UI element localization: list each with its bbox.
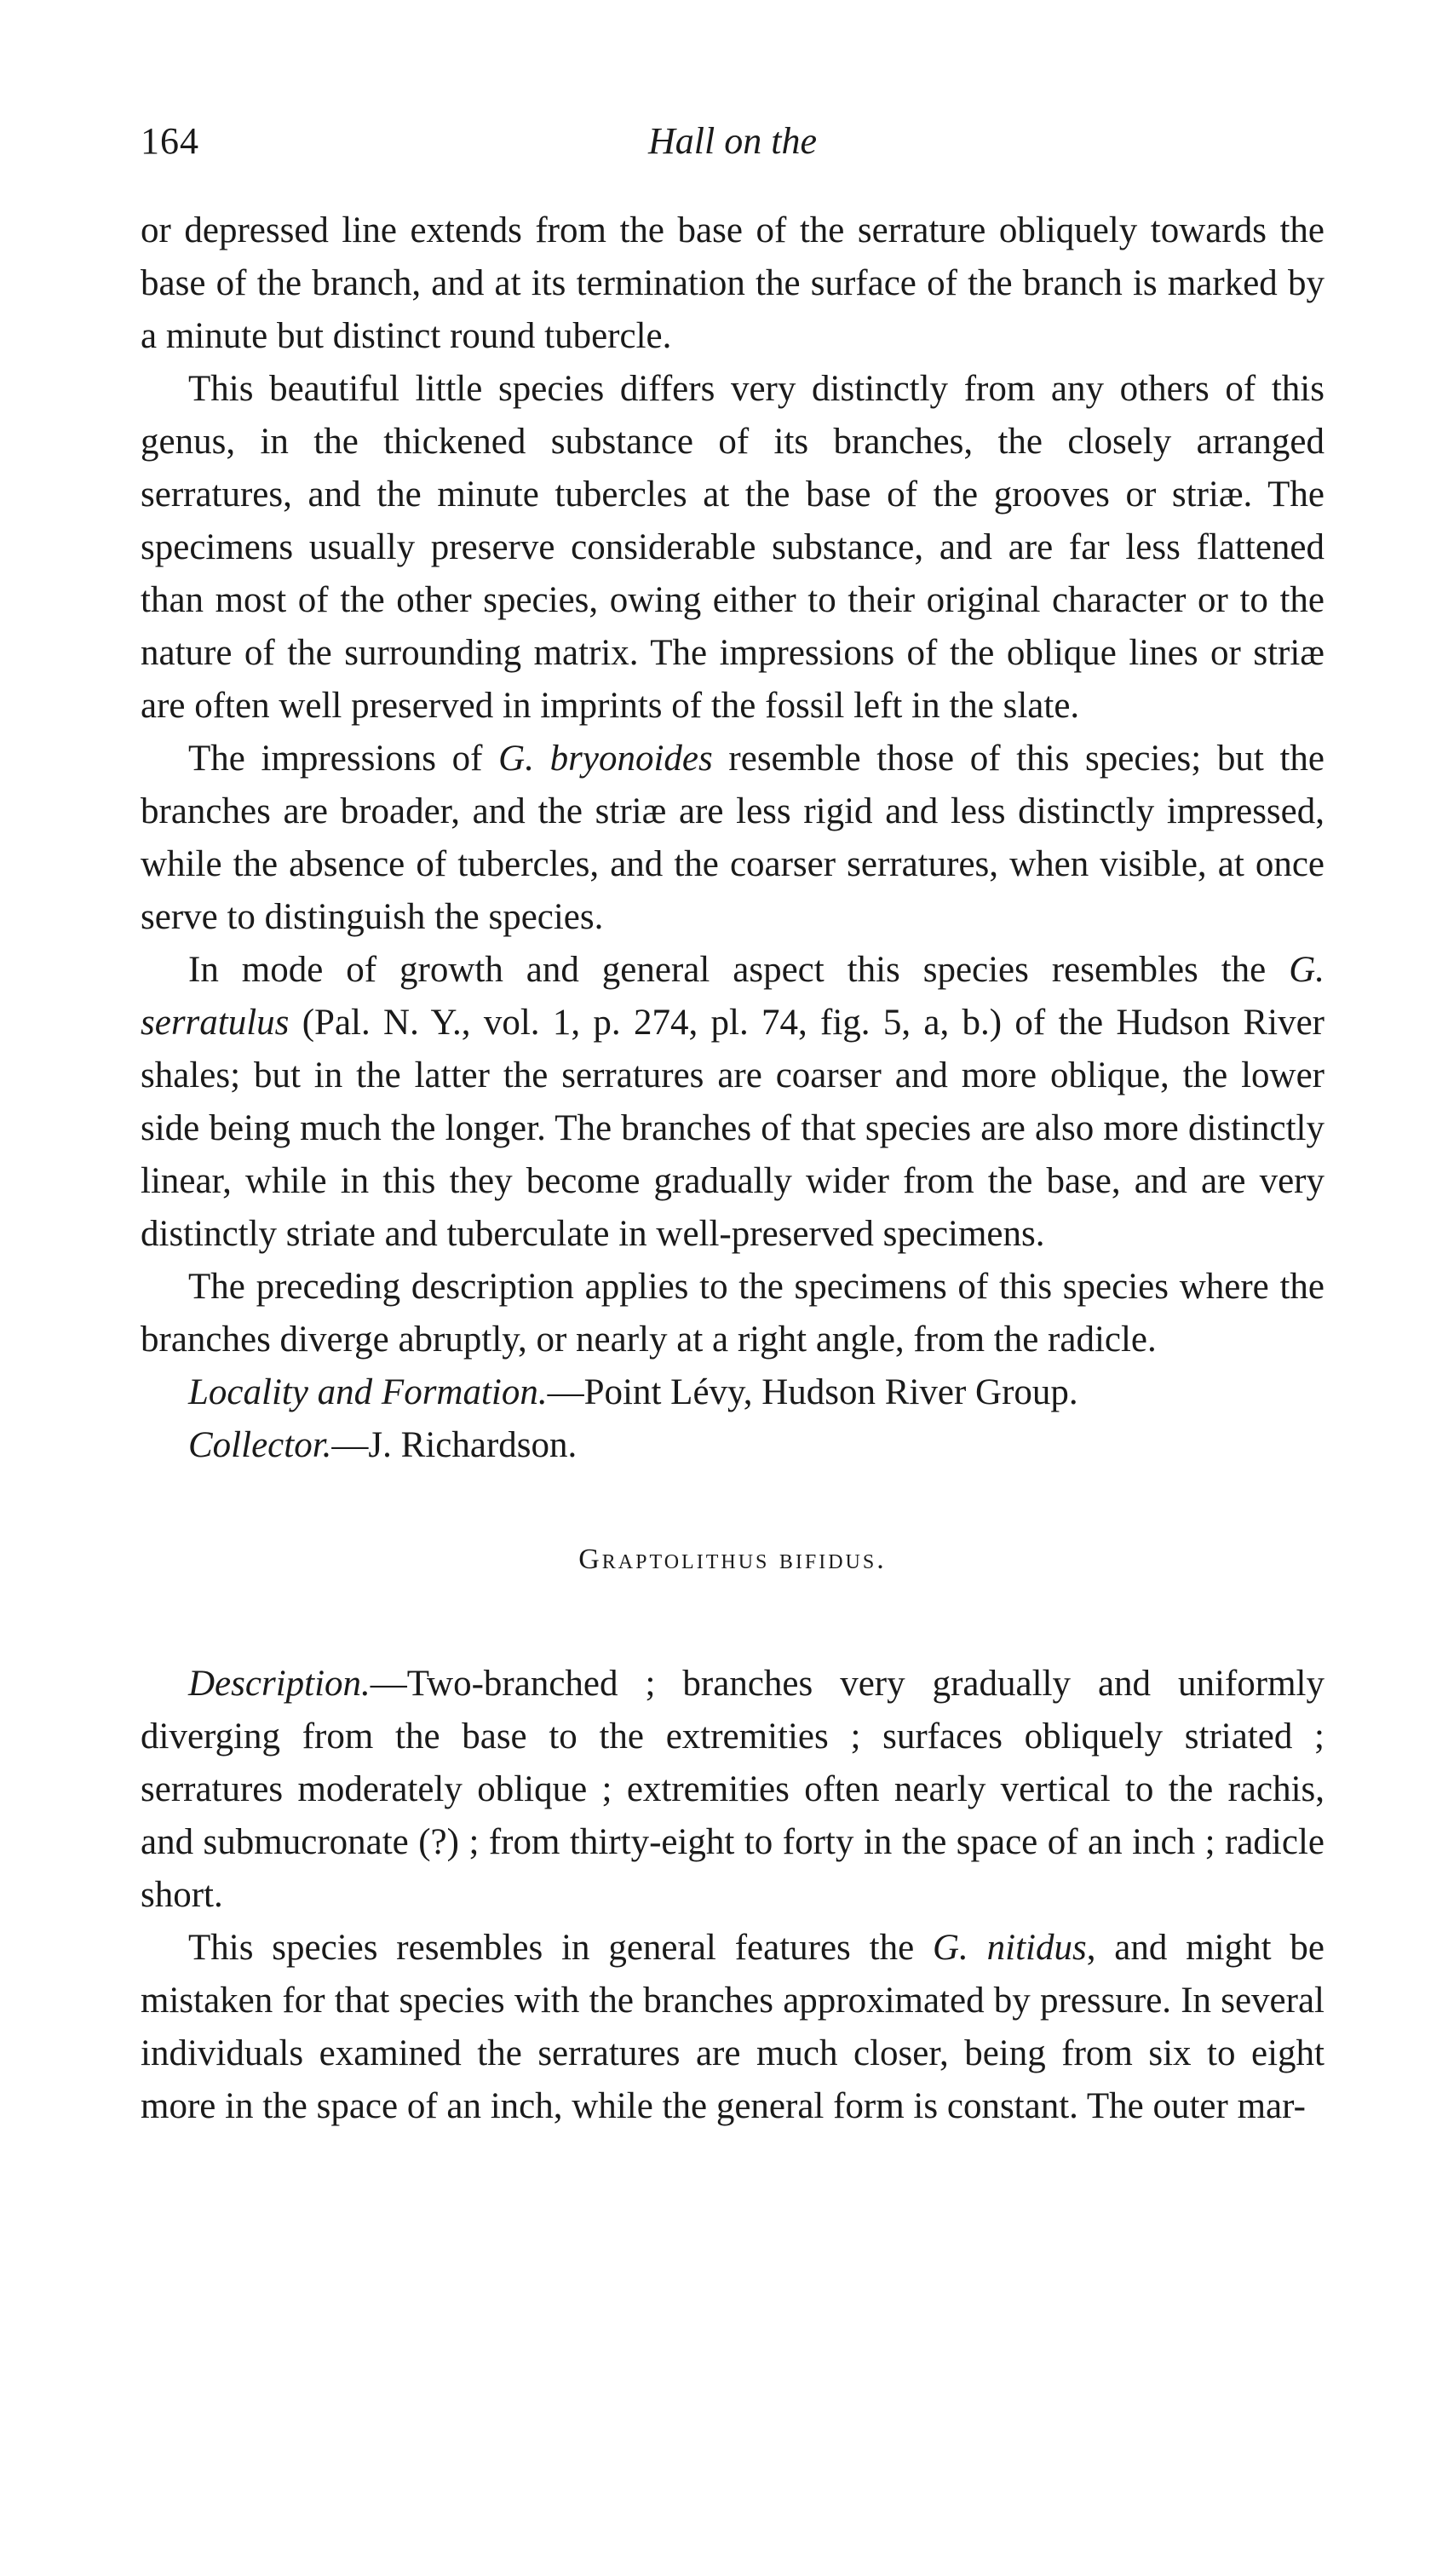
running-head (141, 119, 1324, 170)
collector-label: Collector. (188, 1425, 332, 1465)
section-heading: Graptolithus bifidus. (578, 1544, 887, 1575)
collector-line (141, 1419, 1324, 1472)
paragraph-continuation: or depressed line extends from the base of the serrature obliquely towards the base of the branch, and at its termination the surface of the branch is marked by a minute but distinct round tubercle. (141, 210, 1324, 356)
page (141, 119, 1324, 2133)
paragraph-serratulus (141, 944, 1324, 1261)
paragraph-text: This species resembles in general features the (188, 1928, 933, 1968)
paragraph-text: , and might be mistaken for that species with the branches approximated by pressure. In several individuals examined the serratures are much closer, being from six to eight more in the space of an inch, while the general form is constant. The outer mar- (141, 1928, 1324, 2126)
paragraph-text: resemble those of this species; but the branches are broader, and the striæ are less rigid and less distinctly impressed, while the absence of tubercles, and the coarser serratures, when visible, at once serve to distinguish the species. (141, 739, 1324, 937)
paragraph-species-comparison: This beautiful little species differs very distinctly from any others of this genus, in the thickened substance of its branches, the closely arranged serratures, and the minute tubercles at the base of the grooves or striæ. The specimens usually preserve considerable substance, and are far less flattened than most of the other species, owing either to their original character or to the nature of the surrounding matrix. The impressions of the oblique lines or striæ are often well preserved in imprints of the fossil left in the slate. (141, 369, 1324, 726)
paragraph-text: In mode of growth and general aspect this species resembles the (188, 950, 1290, 990)
species-name: G. nitidus (933, 1928, 1087, 1968)
species-name: G. serratulus (141, 950, 1324, 1043)
locality-line (141, 1366, 1324, 1419)
paragraph-bryonoides (141, 733, 1324, 944)
description-label: Description. (188, 1664, 371, 1704)
paragraph-nitidus (141, 1922, 1324, 2133)
locality-value: —Point Lévy, Hudson River Group. (547, 1372, 1078, 1412)
paragraph-preceding-description: The preceding description applies to the specimens of this species where the branches diverge abruptly, or nearly at a right angle, from the radicle. (141, 1267, 1324, 1360)
collector-value: —J. Richardson. (331, 1425, 577, 1465)
body-text (141, 204, 1324, 2133)
description-value: —Two-branched ; branches very gradually and uniformly diverging from the base to the extremities ; surfaces obliquely striated ; serratures moderately oblique ; extremities often nearly vertical to the rachis, and submucronate (?) ; from thirty-eight to forty in the space of an inch ; radicle short. (141, 1664, 1324, 1915)
running-title: Hall on the (648, 120, 817, 162)
paragraph-text: The impressions of (188, 739, 499, 779)
description-paragraph (141, 1658, 1324, 1922)
page-number: 164 (141, 120, 199, 162)
paragraph-text: (Pal. N. Y., vol. 1, p. 274, pl. 74, fig. 5, a, b.) of the Hudson River shales; but in the latter the serratures are coarser and more oblique, the lower side being much the longer. The branches of that species are also more distinctly linear, while in this they become gradually wider from the base, and are very distinctly striate and tuberculate in well-preserved specimens. (141, 1003, 1324, 1254)
species-name: G. bryonoides (498, 739, 713, 779)
locality-label: Locality and Formation. (188, 1372, 548, 1412)
